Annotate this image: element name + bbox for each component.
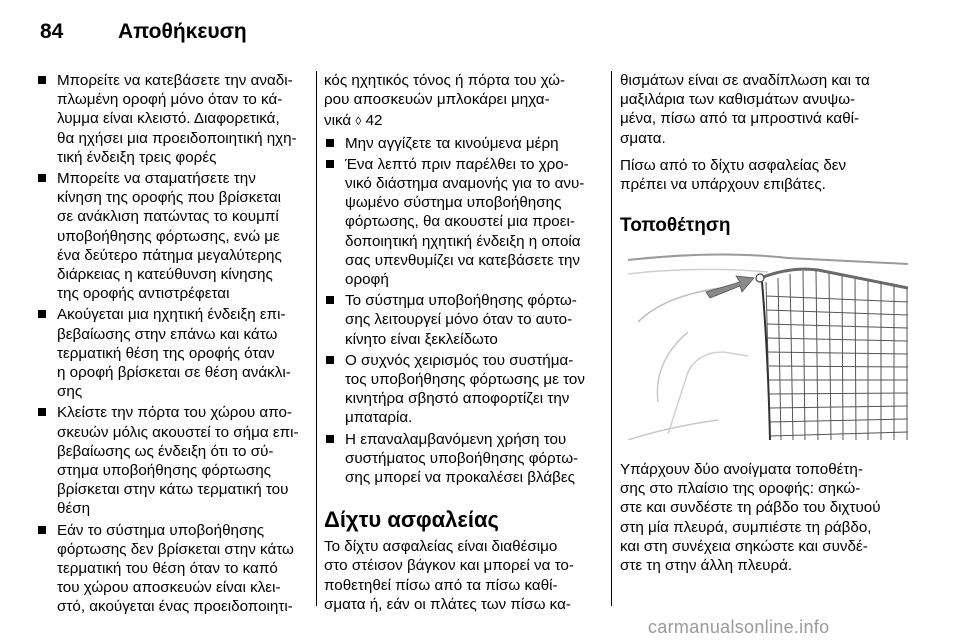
text-line: σε ανάκλιση πατώντας το κουμπί [57, 208, 279, 226]
text-line: Πίσω από το δίχτυ ασφαλείας δεν [620, 156, 847, 174]
text-line: στό, ακούγεται ένας προειδοποιητι- [57, 598, 293, 616]
text-line: Το σύστημα υποβοήθησης φόρτω- [345, 292, 577, 310]
text-line: στη μία πλευρά, συμπιέστε τη ράβδο, [620, 518, 872, 536]
text-line: βεβαίωσης ως ένδειξη ότι το σύ- [57, 442, 274, 460]
page-reference-icon: ◊ [355, 114, 362, 129]
text-line: τερματική του θέση όταν το καπό [57, 560, 278, 578]
column-divider-right [611, 71, 612, 606]
subheading-installation: Τοποθέτηση [620, 215, 731, 237]
bullet-square-icon [38, 76, 46, 84]
bullet-item [36, 403, 306, 518]
text-line: βεβαίωσης στην επάνω και κάτω [57, 325, 278, 343]
bullet-item [36, 169, 306, 303]
text-line: τερματική θέση της οροφής όταν [57, 344, 275, 362]
text-line: του χώρου αποσκευών είναι κλει- [57, 579, 281, 597]
text-line: Μπορείτε να κατεβάσετε την αναδι- [57, 72, 293, 89]
text-line: Ακούγεται μια ηχητική ένδειξη επι- [57, 306, 286, 324]
text-line: πλωμένη οροφή μόνο όταν το κά- [57, 91, 283, 109]
bullet-item [324, 155, 606, 289]
bullet-square-icon [326, 296, 334, 304]
bullet-item [36, 71, 306, 167]
bullet-item [324, 351, 606, 428]
text-line: μπαταρία. [345, 409, 413, 427]
text-line: Κλείστε την πόρτα του χώρου απο- [57, 404, 292, 422]
text-line: σης λειτουργεί μόνο όταν το αυτο- [345, 311, 573, 329]
text-line: σης μπορεί να προκαλέσει βλάβες [345, 469, 575, 487]
text-line: τική ένδειξη τρεις φορές [57, 148, 217, 166]
column-divider-left [316, 71, 317, 606]
text-line: λυμμα είναι κλειστό. Διαφορετικά, [57, 110, 280, 128]
text-line: ψωμένο σύστημα υποβοήθησης [345, 194, 562, 212]
bullet-square-icon [38, 174, 46, 182]
text-line: μένα, πίσω από τα μπροστινά καθί- [620, 110, 860, 128]
paragraph-installation [620, 460, 910, 575]
page-title: Αποθήκευση [118, 20, 247, 43]
text-line: πρέπει να υπάρχουν επιβάτες. [620, 176, 826, 194]
text-line: ποθετηθεί πίσω από τα πίσω καθί- [324, 576, 558, 594]
text-line: κινητήρα σβηστό αποφορτίζει την [345, 390, 570, 408]
bullet-item [36, 521, 306, 617]
page-reference-link[interactable]: 42 [365, 112, 383, 130]
column-2 [324, 71, 606, 614]
text-line: Μην αγγίζετε τα κινούμενα μέρη [345, 134, 559, 152]
bullet-square-icon [38, 408, 46, 416]
section-text [324, 537, 606, 614]
text-line: σματα ή, εάν οι πλάτες των πίσω κα- [324, 595, 571, 613]
watermark: carmanualsonline.info [648, 617, 830, 637]
text-line: Το δίχτυ ασφαλείας είναι διαθέσιμο [324, 538, 558, 556]
text-line: ρου αποσκευών μπλοκάρει μηχα- [324, 91, 550, 109]
text-line: στημα υποβοήθησης φόρτωσης [57, 462, 271, 480]
continuation-text [324, 71, 606, 109]
paragraph-passengers [620, 156, 910, 194]
paragraph-seats [620, 71, 910, 148]
continuation-last-word: νικά [324, 112, 352, 130]
bullet-square-icon [326, 139, 334, 147]
text-line: φόρτωσης, θα ακουστεί μια προει- [345, 213, 575, 231]
bullet-square-icon [326, 435, 334, 443]
section-heading-safety-net: Δίχτυ ασφαλείας [324, 507, 499, 533]
text-line: υποβοήθησης φόρτωσης, ενώ με [57, 227, 280, 245]
bullet-item [324, 430, 606, 488]
text-line: σας υπενθυμίζει να κατεβάσετε την [345, 251, 581, 269]
continuation-last-line [324, 111, 606, 131]
column-3-bottom [620, 460, 910, 575]
bullet-item [324, 134, 606, 153]
page-header [0, 0, 960, 56]
text-line: διάρκειας η κατεύθυνση κίνησης [57, 266, 273, 284]
bullet-item [324, 291, 606, 349]
bullet-square-icon [326, 160, 334, 168]
text-line: σκευών μόλις ακουστεί το σήμα επι- [57, 423, 299, 441]
text-line: κός ηχητικός τόνος ή πόρτα του χώ- [324, 72, 566, 89]
safety-net-illustration [628, 252, 908, 440]
text-line: τος υποβοήθησης φόρτωσης με τον [345, 371, 585, 389]
text-line: σης στο πλαίσιο της οροφής: σηκώ- [620, 480, 861, 498]
bullet-square-icon [38, 526, 46, 534]
text-line: της οροφής αντιστρέφεται [57, 285, 230, 303]
text-line: νικό διάστημα αναμονής για το ανυ- [345, 175, 585, 193]
text-line: κίνητο είναι ξεκλείδωτο [345, 330, 498, 348]
text-line: Η επαναλαμβανόμενη χρήση του [345, 430, 567, 448]
text-line: συστήματος υποβοήθησης φόρτω- [345, 449, 579, 467]
bullet-square-icon [326, 356, 334, 364]
text-line: στε και συνδέστε τη ράβδο του διχτυού [620, 499, 881, 517]
text-line: Ο συχνός χειρισμός του συστήμα- [345, 351, 574, 369]
text-line: Υπάρχουν δύο ανοίγματα τοποθέτη- [620, 461, 863, 478]
text-line: μαξιλάρια των καθισμάτων ανυψω- [620, 91, 856, 109]
text-line: βρίσκεται στην κάτω τερματική του [57, 481, 289, 499]
text-line: θισμάτων είναι σε αναδίπλωση και τα [620, 72, 870, 89]
text-line: ένα δεύτερο πάτημα μεγαλύτερης [57, 246, 282, 264]
bullet-square-icon [38, 310, 46, 318]
column-1 [36, 71, 306, 619]
page-number: 84 [40, 20, 64, 43]
text-line: Εάν το σύστημα υποβοήθησης [57, 521, 265, 539]
text-line: στο στέισον βάγκον και μπορεί να το- [324, 557, 574, 575]
text-line: και στη συνέχεια σηκώστε και συνδέ- [620, 537, 868, 555]
text-line: η οροφή βρίσκεται σε θέση ανάκλι- [57, 364, 291, 382]
text-line: θα ηχήσει μια προειδοποιητική ηχη- [57, 129, 297, 147]
text-line: Μπορείτε να σταματήσετε την [57, 170, 256, 188]
text-line: στε τη στην άλλη πλευρά. [620, 557, 793, 575]
text-line: σματα. [620, 129, 666, 147]
text-line: κίνηση της οροφής που βρίσκεται [57, 189, 282, 207]
text-line: οροφή [345, 271, 389, 289]
bullet-item [36, 305, 306, 401]
text-line: σης [57, 383, 83, 401]
text-line: φόρτωσης δεν βρίσκεται στην κάτω [57, 540, 294, 558]
text-line: Ένα λεπτό πριν παρέλθει το χρο- [345, 155, 569, 173]
text-line: δοποιητική ηχητική ένδειξη η οποία [345, 232, 581, 250]
column-3 [620, 71, 910, 238]
bullet-list [324, 134, 606, 488]
text-line: θέση [57, 500, 91, 518]
